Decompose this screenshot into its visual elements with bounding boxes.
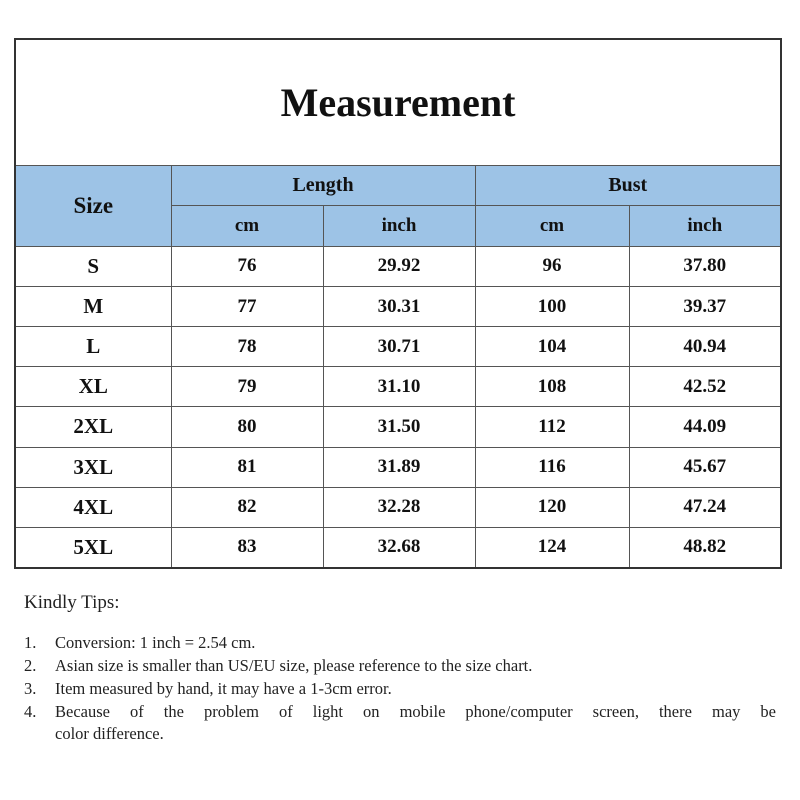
bust-cm-cell: 120 [475,487,629,527]
size-cell: 4XL [15,487,171,527]
tip-item [24,678,776,700]
size-cell: L [15,327,171,367]
tip-item [24,632,776,654]
bust-inch-cell: 44.09 [629,407,781,447]
kindly-tips [24,592,776,746]
bust-cm-cell: 108 [475,367,629,407]
size-cell: S [15,246,171,286]
table-row [15,487,781,527]
size-cell: XL [15,367,171,407]
table-row [15,407,781,447]
tip-text: Asian size is smaller than US/EU size, please reference to the size chart. [55,656,533,675]
bust-inch-cell: 40.94 [629,327,781,367]
tip-text: Item measured by hand, it may have a 1-3cm error. [55,679,392,698]
table-row [15,367,781,407]
length-inch-header: inch [323,205,475,246]
table-row [15,447,781,487]
bust-inch-cell: 37.80 [629,246,781,286]
bust-cm-cell: 112 [475,407,629,447]
bust-inch-header: inch [629,205,781,246]
bust-inch-cell: 45.67 [629,447,781,487]
bust-group-header: Bust [475,165,781,205]
table-row [15,246,781,286]
length-cm-cell: 78 [171,327,323,367]
length-inch-cell: 32.28 [323,487,475,527]
header-group-row [15,165,781,205]
tip-number: 1. [24,633,37,652]
tip-text-line-1: Because of the problem of light on mobile phone/computer screen, there may be [55,702,776,721]
tip-item [24,701,776,745]
tip-text: Conversion: 1 inch = 2.54 cm. [55,633,256,652]
tip-item [24,655,776,677]
size-cell: 2XL [15,407,171,447]
bust-inch-cell: 48.82 [629,527,781,568]
length-inch-cell: 32.68 [323,527,475,568]
length-cm-cell: 80 [171,407,323,447]
size-cell: 5XL [15,527,171,568]
size-cell: M [15,287,171,327]
length-cm-cell: 79 [171,367,323,407]
length-inch-cell: 30.31 [323,287,475,327]
size-chart-table [14,38,782,569]
length-inch-cell: 31.50 [323,407,475,447]
bust-cm-header: cm [475,205,629,246]
table-row [15,527,781,568]
tip-text-line-2: color difference. [55,724,164,743]
tip-number: 2. [24,656,37,675]
page-title: Measurement [15,39,781,165]
tips-list [24,632,776,745]
size-column-header: Size [15,165,171,246]
table-row [15,327,781,367]
bust-cm-cell: 100 [475,287,629,327]
length-group-header: Length [171,165,475,205]
size-rows [15,246,781,568]
length-inch-cell: 31.89 [323,447,475,487]
length-cm-cell: 81 [171,447,323,487]
bust-inch-cell: 42.52 [629,367,781,407]
length-inch-cell: 31.10 [323,367,475,407]
length-inch-cell: 30.71 [323,327,475,367]
tips-title: Kindly Tips: [24,592,120,613]
bust-inch-cell: 47.24 [629,487,781,527]
bust-cm-cell: 124 [475,527,629,568]
tip-number: 3. [24,679,37,698]
bust-inch-cell: 39.37 [629,287,781,327]
length-cm-cell: 83 [171,527,323,568]
bust-cm-cell: 104 [475,327,629,367]
table-row [15,287,781,327]
title-row [15,39,781,165]
length-cm-cell: 82 [171,487,323,527]
size-cell: 3XL [15,447,171,487]
length-cm-cell: 76 [171,246,323,286]
bust-cm-cell: 96 [475,246,629,286]
length-cm-cell: 77 [171,287,323,327]
length-cm-header: cm [171,205,323,246]
length-inch-cell: 29.92 [323,246,475,286]
tip-number: 4. [24,702,37,721]
bust-cm-cell: 116 [475,447,629,487]
